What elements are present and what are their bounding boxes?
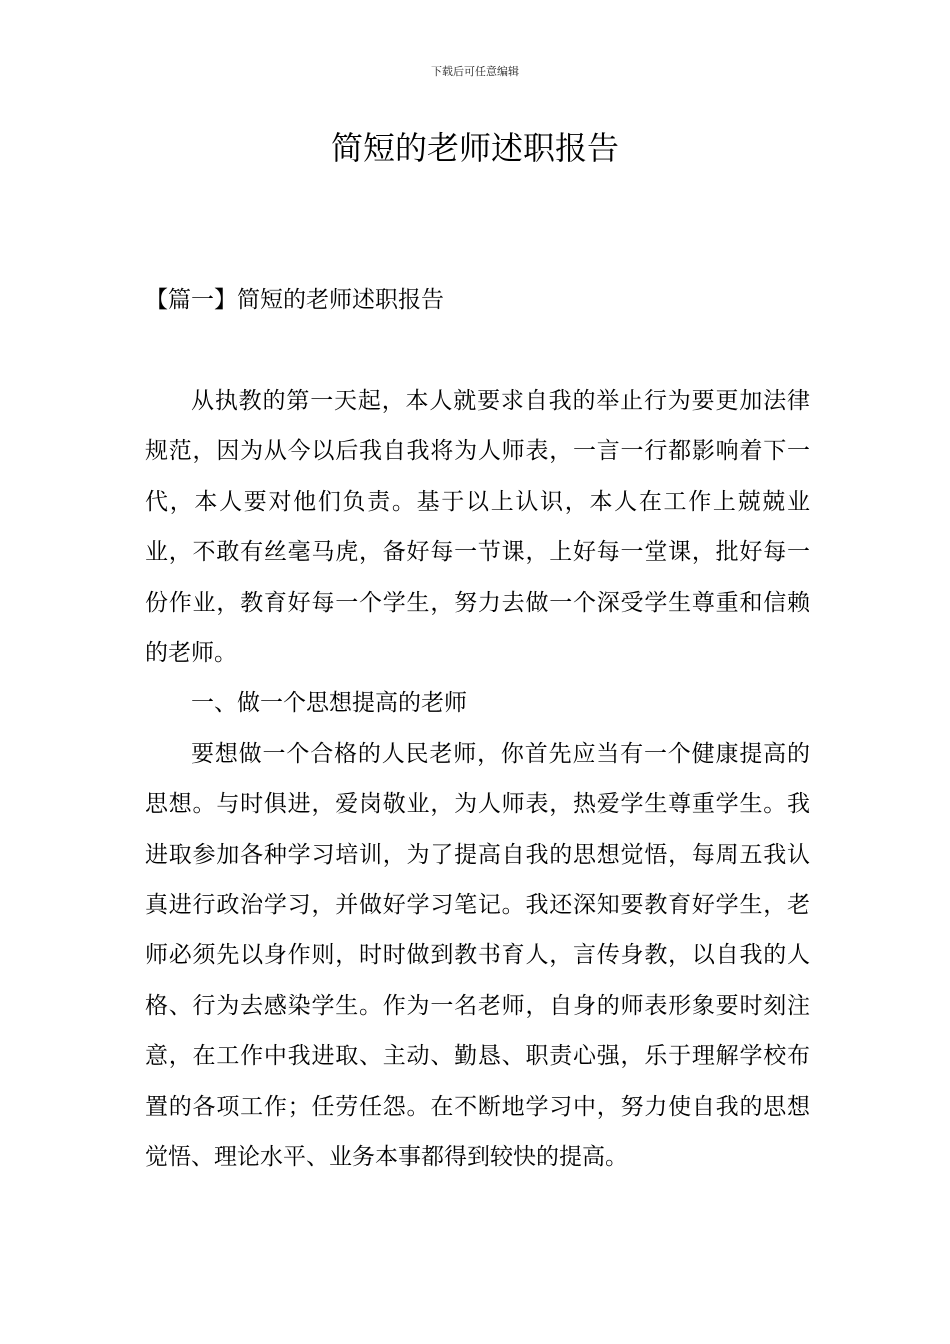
subheading-point-one: 一、做一个思想提高的老师	[191, 690, 467, 717]
section-heading: 【篇一】简短的老师述职报告	[145, 287, 444, 313]
body-paragraph-intro: 从执教的第一天起，本人就要求自我的举止行为要更加法律规范，因为从今以后我自我将为人师表，一言一行都影响着下一代，本人要对他们负责。基于以上认识，本人在工作上兢兢业业，不敢有丝毫马虎，备好每一节课，上好每一堂课，批好每一份作业，教育好每一个学生，努力去做一个深受学生尊重和信赖的老师。	[145, 388, 810, 667]
document-body	[145, 376, 810, 1183]
body-paragraph-thought: 要想做一个合格的人民老师，你首先应当有一个健康提高的思想。与时俱进，爱岗敬业，为人师表，热爱学生尊重学生。我进取参加各种学习培训，为了提高自我的思想觉悟，每周五我认真进行政治学习，并做好学习笔记。我还深知要教育好学生，老师必须先以身作则，时时做到教书育人，言传身教，以自我的人格、行为去感染学生。作为一名老师，自身的师表形象要时刻注意，在工作中我进取、主动、勤恳、职责心强，乐于理解学校布置的各项工作；任劳任怨。在不断地学习中，努力使自我的思想觉悟、理论水平、业务本事都得到较快的提高。	[145, 740, 810, 1171]
header-note: 下载后可任意编辑	[431, 65, 519, 78]
document-title: 简短的老师述职报告	[330, 129, 619, 167]
